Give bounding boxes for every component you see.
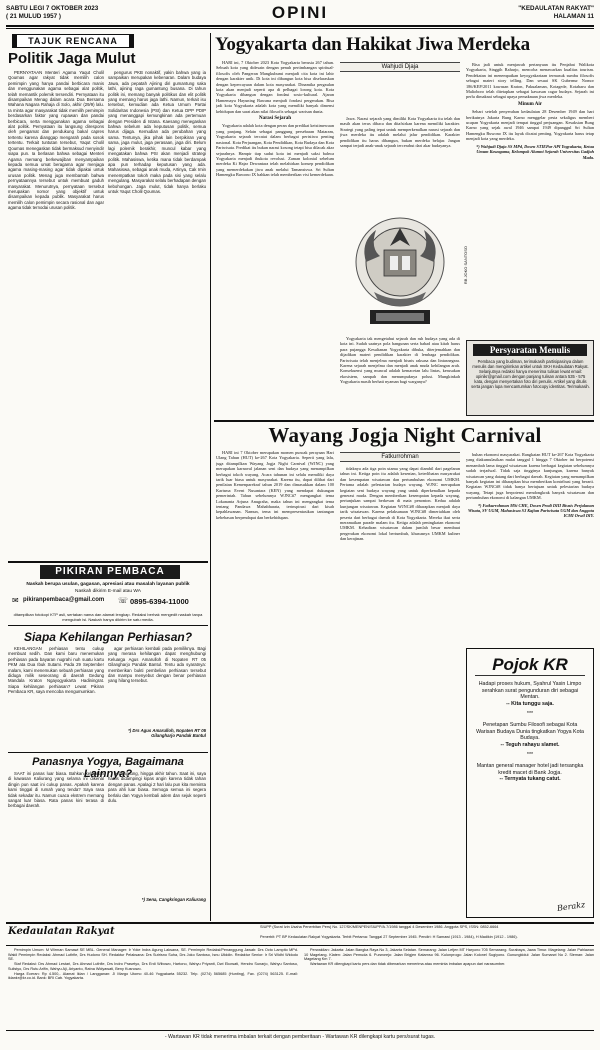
letter-divider xyxy=(8,752,208,753)
letter1-column-1 xyxy=(8,646,104,750)
paper-name: "KEDAULATAN RAKYAT" xyxy=(518,5,594,12)
article1-text-1: HARI ini, 7 Oktober 2023 Kota Yogyakarta berusia 267 tahun. Sebuah kota yang didesain dengan penuh pertimbangan spiritual-filosofis oleh Pangeran Mangkubumi menjadi cita kota ini lahir dengan karakter unik. Di kota ini dibangun kota bisa diselaraskan dengan kepercayaan dalam kota masyarakat. Dinamika pergaulan kota akan menjadi seperti apa di pelbagai lorong kota. Kota Yogyakarta dibangun dengan fondasi sosio-kultural. Ajaran Hamemayu Hayuning Bawana menjadi fondasi pergerakan. Bisa jadi kota Yogyakarta adalah kota yang memiliki banyak dimensi kehidupan dan sarat akan nilai filosofis sebagai warisan dunia. xyxy=(216,60,334,114)
pikiran-note: ditampilkan fotokopi KTP asli, sertakan nama dan alamat lengkap. Redaksi berhak mengedit naskah tanpa mengubah isi. Naskah hanya dikirim ke satu media. xyxy=(13,612,203,622)
pikiran-badge: PIKIRAN PEMBACA xyxy=(40,565,180,579)
colophon-line-1: Pemimpin Umum: M Wirman Samawi SE MBL. General Manager: Ir Yoke Indra Agung Laksana, SE. Pemimpin Redaksi/Penanggung Jawab: Drs Octo Lampito MPd. Wakil Pemimpin Redaksi: Ahmad Luthfie, Drs Hudono SH. Redaktur Pelaksana: Drs Sutrisno Suha, Drs Joko Santoso, Isnu Uliddin. Redaktur Senior: Ir Sri Widhi Widodo SE. xyxy=(8,948,298,962)
article1-text-1b: Yogyakarta adalah kota dengan peran dan predikat keistimewaan yang panjang. Selain sebagai panggung persebaran Mataram, Yogyakarta sejarah tercatat dalam berbagai peristiwa penting nasional. Kota Perjuangan, Kota Pendidikan, Kota Budaya dan Kota Pariwisata. Predikat itu bukan narasi kosong tetapi bisa dilacak akar sejarahnya. Hampir tiap sudut kota ini menjadi saksi bahwa Yogyakarta menjadi ibukota revolusi. Zaman kolonial sebelum merdeka Ki Hajar Dewantara telah melahirkan konsep pendidikan yang memerdekakan jiwa anak melalui Tamansiswa. Sri Sultan Hamengku Buwono IX bahkan telah memberikan visi kemerdekaan. xyxy=(216,123,334,178)
article1-text-3: Bisa jadi untuk menjawab pertanyaan itu Penjabat Walikota Yogyakarta, Singgih Raharjo, mencoba menawarkan kualitas tourism. Pendekatan ini menempatkan keyogyakartaan termasuk sumbu filosofis sebagai materi story telling. Dan sesuai SK Gubernur Nomor 186/KEP/2011 kawasan Kraton, Pakualaman, Kotagede, Kotabaru dan Malioboro telah ditetapkan sebagai kawasan cagar budaya. Sejarah ini perlu dimaknai sebagai upaya pemaknaan jiwa merdeka. xyxy=(466,62,594,100)
letter1-text-2: agar perhiasan kembali pada pemiliknya. Bagi yang merasa kehilangan dapat menghubungi Keluarga Agus Amarulloh di Nopaten RT 05 Gilangharjo Pandak Bantul. Tentu ada syaratnya: memberikan bukti pembelian perhiasan tersebut dan mampu menyebut dengan benar perhiasan yang hilang tersebut. xyxy=(108,646,206,684)
editorial-column-2 xyxy=(108,70,206,558)
email-icon: ✉ xyxy=(12,596,19,605)
pojok-signature: Berakz xyxy=(556,900,586,913)
colophon-siup: SIUPP (Surat Izin Usaha Penerbitan Pers) No. 127/SK/MENPEN/SIUPP/A.7/1986 tanggal 4 Desember 1986. Anggota SPS, ISSN: 0852-6664 xyxy=(260,925,499,929)
pikiran-contacts xyxy=(8,595,208,613)
article1-column-2b xyxy=(340,336,460,416)
masthead-rule-thin xyxy=(6,28,594,29)
issue-date: SABTU LEGI 7 OKTOBER 2023 xyxy=(6,5,99,12)
writing-requirements-box xyxy=(466,340,594,416)
issue-hijri-date: ( 21 MULUD 1957 ) xyxy=(6,13,61,20)
section-title: OPINI xyxy=(271,3,329,22)
letter2-text-2: berlangsung, hingga akhir tahun. Saat ini, saya harus didampingi kipas angin karena tidak tahan dengan panas. Apalagi 2 hari lalu pun kita meminta para ahli luar biasa. Semoga semua ini segera berlalu dan Yogya kembali adem dan sejuk seperti dulu. xyxy=(108,771,206,804)
letter2-title: Panasnya Yogya, Bagaimana Lainnya? xyxy=(32,756,184,780)
article1-column-2 xyxy=(340,116,460,204)
page-number: HALAMAN 11 xyxy=(553,13,594,20)
article1-subhead-2: Minum Air xyxy=(517,101,543,107)
colophon-logo: Kedaulatan Rakyat xyxy=(8,926,115,937)
article1-column-3 xyxy=(466,62,594,336)
pojok-item-2-punchline: -- Teguh rahayu slamet. xyxy=(500,741,560,748)
editorial-text-1: PERNYATAAN Menteri Agama Yaqut Cholil Qoumas agar rakyat tidak memilih calon pemimpin yang hanya pandai berbicara manis dan menggunakan agama sebagai alat politik, telah memantik polemik tersendiri. Pernyataan itu disampaikan Menag dalam acara Doa Bersama Wahana Nagara Rahaja di Solo, akhir (29/9) lalu. Ia minta agar masyarakat tidak memilih pemimpin berdasarkan faktor yang rupawan dan pandai berbicara, serta menggunakan agama sebagai alat politik. Pernyataan itu langsung direspons oleh pengamat dan pendukung bakal capres tertentu karena dianggap mengarah pada sosok tertentu. Terkait tuntutan tersebut, Yaqut Cholil Qoumas menegaskan tidak bermaksud menyindir siapa pun. Ia berlasan bahwa sebagai Menteri Agama memang berkewajiban menyampaikan kepada semua umat beragama agar menjaga agama masing-masing agar tidak dipakai untuk urusan politik. Menag juga membantah bahwa pernyataannya tersebut untuk membuat gaduh masyarakat. Menurutnya, pernyataan tersebut merupakan nomor yang objektif untuk disampaikan kepada publik. Masyarakat harus memilih calon pemimpin secara rasional dan agar agama tidak ternodai urusan politik. xyxy=(8,70,104,211)
pikiran-email[interactable]: pikiranpembaca@gmail.com xyxy=(23,597,105,603)
letter1-signature: *) Drs Agus Amarulloh, Nopaten RT 05 Gilangharjo Pandak Bantul xyxy=(128,728,206,739)
letter2-text-1: SAAT ini panas luar biasa. Bahkan kelelahan di kawasan Kaliurang yang selama ini dikenal dingin pun saat ini cukup panas. Apakah karena kami tinggal di rumah yang tenda? Saya rasa tidak sekadar itu. Namun cuaca ekstrem memang sangat luar biasa. Rata panas kini terasa di berbagai daerah. xyxy=(8,771,104,809)
pojok-separator-2: *** xyxy=(526,752,534,759)
emblem-icon xyxy=(340,206,460,334)
letter2-column-2 xyxy=(108,771,206,895)
editorial-text-2: pengurus PKB nonaktif, yakin bahwa yang ia sampaikan merupakan kebenaran. Dalam budaya Jawa, ada pepatah Ajining diri gumantung saka lathi, ajining raga gumantung busana. Di tahun politik ini, memang banyak politikus dan elit politik yang memang harus jaga lathi. Namun, terkait isu tersebut, kemudian ada Ketua Umum Partai Solidaritas Indonesia (PSI) dan Ketua DPP PDIP yang menanggapi kemungkinan ada pertemuan dengan Presiden di Istana. Kaesang menegaskan bahwa sebelum ada keputusan politik, semua harus dijaga. Kemudian ada perubahan yang sama. Tentunya, jika pihak lain berpikiran yang sama, jaga mulut, jaga perasaan, jaga diri. Belum lagi polemik berakhir, muncul kabar yang mengatakan bahwa PSI akan menjadi strategi politik. Mahasiswa, ketika mana tidak berdampak apa pun terhadap keputusan yang ada. Mahasiswa, sebagai anak muda, Artinya, Cak Imin menempatkan tokoh maka pada sisi yang selalu mengulang. Masyarakat selalu berhadapan dengan kebohongan. Jaga mulut, tidak hanya berlaku untuk Yaqut Cholil Qoumas. xyxy=(108,70,206,194)
pojok-separator-1: *** xyxy=(526,711,534,718)
article1-column-1 xyxy=(216,60,334,416)
article2-column-2 xyxy=(340,466,460,918)
colophon-staff xyxy=(8,948,298,1028)
pojok-kr-box xyxy=(466,648,594,918)
pojok-item-1-punchline: -- Kita tunggu saja. xyxy=(506,700,554,707)
article2-title: Wayang Jogja Night Carnival xyxy=(268,423,542,447)
colophon-line-2: Staf Redaksi: Drs Ahmad Lestari, Drs Ahmad Luthfie, Drs Indro Prasetyo, Drs Erdi Wibowo, Hartono, Wahyu Priyanti, Dwi Ekowati, Hendro Sunarjo, Wahyu Santoso, Sulistyo, Drs Rutu Arifin, Wahyu Aji, Ariyanto, Ratna Widyawati, Beny Kusnowo. xyxy=(8,962,298,971)
article1-text-3b: Sehari setelah penyerahan kedaulatan 28 Desember 1949 dan hari berikutnya Jakarta Bung Karno menggelar pesta sekaligus memberi ucapan Yogyakarta menjadi tempat tinggal perjuangan. Kesaksian Bung Karno yang sejak awal 1946 sampai 1949 dipanggul Sri Sultan Hamengku Buwono IX itu layak dicatat penting. Yogyakarta harus tetap menjadi kota yang merdeka. xyxy=(466,109,594,142)
pojok-item-3-punchline: -- Ternyata tukang catut. xyxy=(499,776,561,783)
colophon-branches xyxy=(304,948,594,1028)
pikiran-whatsapp[interactable]: 0895-6394-11000 xyxy=(130,597,189,606)
colophon-line-5: Wartawan KR dilengkapi kartu pers dan tidak dibenarkan menerima atau meminta imbalan apapun dari narasumber. xyxy=(310,962,506,967)
article2-text-3: buhan ekonomi masyarakat. Rangkaian HUT ke-267 Kota Yogyakarta yang diakumulasikan mulai tanggal 1 hingga 7 Oktober ini berpotensi menambah lama tinggal wisatawan karena berbagai kegiatan sebelumnya sudah terjadwal. Tidak saja tingginya kunjungan, karena banyak wisatawan yang datang dari berbagai daerah. Kegiatan yang menampilkan banyak kegiatan ini diharapkan bisa memberikan kontribusi yang berarti. Kegiatan WJNC#8 tidak hanya bertujuan untuk pelestarian budaya wayang. Tetapi juga berpotensi mendongkrak banyak wisatawan dan pertumbuhan ekonomi di kalangan UMKM. xyxy=(466,452,594,501)
pojok-item-1 xyxy=(473,681,587,783)
yogyakarta-emblem-photo xyxy=(340,206,468,334)
editorial-column-1 xyxy=(8,70,104,558)
editorial-title: Politik Jaga Mulut xyxy=(8,50,136,67)
photo-credit: RB JOKO SANTOSO xyxy=(463,246,468,285)
article2-column-3 xyxy=(466,452,594,644)
editorial-badge: TAJUK RENCANA xyxy=(12,34,134,48)
colophon-bottom-rule xyxy=(6,1030,594,1031)
article1-subhead-1: Narasi Sejarah xyxy=(258,116,292,122)
pojok-kr-title: Pojok KR xyxy=(475,655,585,676)
article1-author: Wahjudi Djaja xyxy=(340,62,460,72)
article2-text-2: tidaknya ada tiga poin utama yang dapat diambil dari pagelaran tahun ini. Ketiga poin itu adalah kesenian, keterlibatan masyarakat dan kesempatan wisatawan dan pertumbuhan ekonomi UMKM. Pertama adalah pelestarian budaya wayang. WJNC merupakan kegiatan seni budaya wayang yang untuk diperkenalkan kepada generasi muda. Dengan memberikan kesempatan kepada wayang, pertunjukan sampai berkesan di mata penonton. Kedua adalah kunjungan wisatawan. Kegiatan WJNC#8 diharapkan menjadi daya tarik wisatawan. Karena pelaksanaan WJNC#8 dimeriahkan oleh peserta dari berbagai daerah di Kota Yogyakarta. Mereka ikut serta meramaikan parade malam itu. Ketiga adalah peningkatan ekonomi UMKM. Kehadiran wisatawan dalam jumlah besar membuat pergerakan ekonomi lokal bertumbuh, khususnya UMKM kuliner dan kerajinan. xyxy=(340,466,460,542)
letter1-column-2 xyxy=(108,646,206,726)
article2-text-1: HARI ini 7 Oktober merupakan momen puncak perayaan Hari Ulang Tahun (HUT) ke-267 Kota Yogyakarta. Seperti yang lalu, juga ditampilkan Wayang Jogja Night Carnival (WJNC) yang merupakan karnaval jalanan seni dan budaya yang menampilkan berbagai tokoh wayang. Acara tahunan ini selalu memiliki daya tarik luar biasa untuk masyarakat. Karena itu, dapat dilihat dari penilaian Kemenparekraf tahun 2019 dan dimasukkan dalam 100 Karisma Event Nusantara (KEN) yang mendapat dukungan pemerintah. Tahun sebelumnya WJNC#7 mengangkat tema Lokananta Arjuna Anugraha, maka tahun ini mengangkat tema tentang Pandawa Mahabharata, terinspirasi dari kisah kepahlawanan. Namun, tema ini mempresentasikan tantangan kebebasan berpendapat dan berkehidupan. xyxy=(216,450,334,520)
pikiran-via: Naskah dikirim E-mail atau WA xyxy=(75,589,141,594)
colophon-publisher: Penerbit: PT BP Kedaulatan Rakyat Yogyakarta. Terbit Pertama: Tanggal 27 September 1945. Pendiri: H Samawi (1913 - 1984), H Madikin (1912 - 1986). xyxy=(260,935,518,939)
article1-text-2b: Yogyakarta tak mengetahui sejarah dan ruh budaya yang ada di kota ini. Sudah saatnya pola bangunan serta babad atau kitab harus para pujangga Kesultanan Yogyakarta dibuka, diterjemahkan dan dijadikan materi pendidikan karakter di lembaga pendidikan. Pariwisata telah menjelma menjadi bisnis raksasa dan lintasnegara. Karena sejarah menjelma dan menjadi anak muda kehilangan arah. Konsekuensi yang muncul adalah kemacetan lalu lintas, kerusakan ekosistem, sampah dan menumpuknya polusi. Mungkinkah Yogyakarta masih berhati nyaman bagi warganya? xyxy=(340,336,460,385)
letter2-column-1 xyxy=(8,771,104,915)
whatsapp-icon: ☏ xyxy=(118,596,129,605)
writing-requirements-text: Pembaca yang budiman, terimakasih partisipasinya dalam menulis dan mengirimkan artikel untuk SKH Kedaulatan Rakyat. Selanjutnya redaksi hanya menerima tulisan lewat email: opinikr@gmail.com dengan panjang tulisan antara 535 - 575 kata, dengan menyertakan foto diri penulis. Artikel yang ditulis serta jangan lupa mencantumkan fotocopy identitas. Terimakasih. xyxy=(471,359,590,389)
letter2-signature: *) Sena, Cangkringan Kaliurang xyxy=(141,897,206,902)
article1-signature: *) Wahjudi Djaja SS MPd, Dosen STIEPar API Yogyakarta, Ketua Umum Kawagama, Kelompok Alumni Sejarah Universitas Gadjah Mada. xyxy=(476,143,594,160)
article1-text-2: Jawa. Narasi sejarah yang dimiliki Kota Yogyakarta itu telah dan masih akan terus dibaca dan ditafsirkan karena memiliki karakter. Strategi yang paling tepat untuk memperkenalkan narasi sejarah dan jiwa merdeka itu adalah melalui jalur pendidikan. Karakter pendidikan itu harus dibangun, bukan merdeka belajar. Jangan sampai terjadi anak-anak sejarah tercerabut dari akar budayanya. xyxy=(340,116,460,149)
pojok-item-1-text: Hadapi proses hukum, Syahrul Yasin Limpo serahkan surat pengunduran diri sebagai Mentan. xyxy=(478,681,582,701)
colophon-line-4: Perwakilan: Jakarta: Jalan Bangka Raya No 3, Jakarta Selatan. Semarang: Jalan Letjen MT Haryono 705 Semarang. Surabaya, Jawa Timur. Magelang: Jalan Pahlawan 10 Magelang. Klaten: Jalan Pemuda 6. Purworejo: Jalan Brigjen Katamso 96. Kulonprogo: Jalan Kolonel Sugiyono. Gunungkidul: Jalan Sumarwi No 2. Sleman: Jalan Magelang Km 7. xyxy=(304,948,594,962)
article2-column-1 xyxy=(216,450,334,918)
masthead-rule xyxy=(6,25,594,27)
pikiran-tagline: Naskah berupa usulan, gagasan, apresiasi atau masalah layanan publik xyxy=(26,582,190,587)
masthead xyxy=(6,2,594,26)
pikiran-note-rule xyxy=(8,625,208,626)
pojok-item-2-text: Penetapan Sumbu Filosofi sebagai Kota Warisan Budaya Dunia tingkatkan Yogya Kota Budaya. xyxy=(476,721,584,742)
colophon-line-3: Harga Eceran: Rp 4.500,- Alamat Iklan / Langganan: Jl Margo Utomo 40-46 Yogyakarta 55232. Telp. (0274) 565685 (Hunting), Fax. (0274) 563125. E-mail: iklankr@kr.co.id. Bank: BRI Cab. Yogyakarta. xyxy=(8,971,298,981)
colophon-mid-rule xyxy=(6,945,594,946)
letter1-title: Siapa Kehilangan Perhiasan? xyxy=(23,630,193,644)
writing-requirements-title: Persyaratan Menulis xyxy=(473,344,587,356)
pikiran-top-rule xyxy=(8,561,208,563)
pojok-item-3-text: Mantan general manager hotel jadi tersangka kredit macet di Bank Jogja. xyxy=(476,762,584,776)
article2-signature: *) Fatkurrohman MSi CHE, Dosen Prodi DIII Bisnis Perjalanan Wisata, SV UGM, Mahasiswa S3 Kajian Pariwisata UGM dan Anggota ICMI Orwil DIY. xyxy=(467,502,594,519)
colophon-footer: - Wartawan KR tidak menerima imbalan terkait dengan pemberitaan - Wartawan KR dilengkapi kartu pers/surat tugas. xyxy=(164,1034,436,1040)
article2-author: Fatkurrohman xyxy=(340,452,460,462)
column-divider xyxy=(210,33,211,921)
letter1-text-1: KEHILANGAN perhiasan tentu cukup membuat sedih. Dan kami baru menemukan perhiasan pada bayaran nugrahi nuh suatu kartu PKM ata Dua Ibuk Sutami. Pada 29 September malam, kami menemukan sebuah perhiasan yang diduga milik seseorang di daerah Gedung Mandala Kraton Ngayogyakarta Hadiningrat. Siapa kehilangan perhiasan? Lewat Pikiran Pembaca KR, saya mencoba mengumumkan. xyxy=(8,646,104,695)
colophon-top-rule xyxy=(6,922,594,924)
article1-title: Yogyakarta dan Hakikat Jiwa Merdeka xyxy=(215,34,530,55)
article-divider xyxy=(214,420,594,422)
